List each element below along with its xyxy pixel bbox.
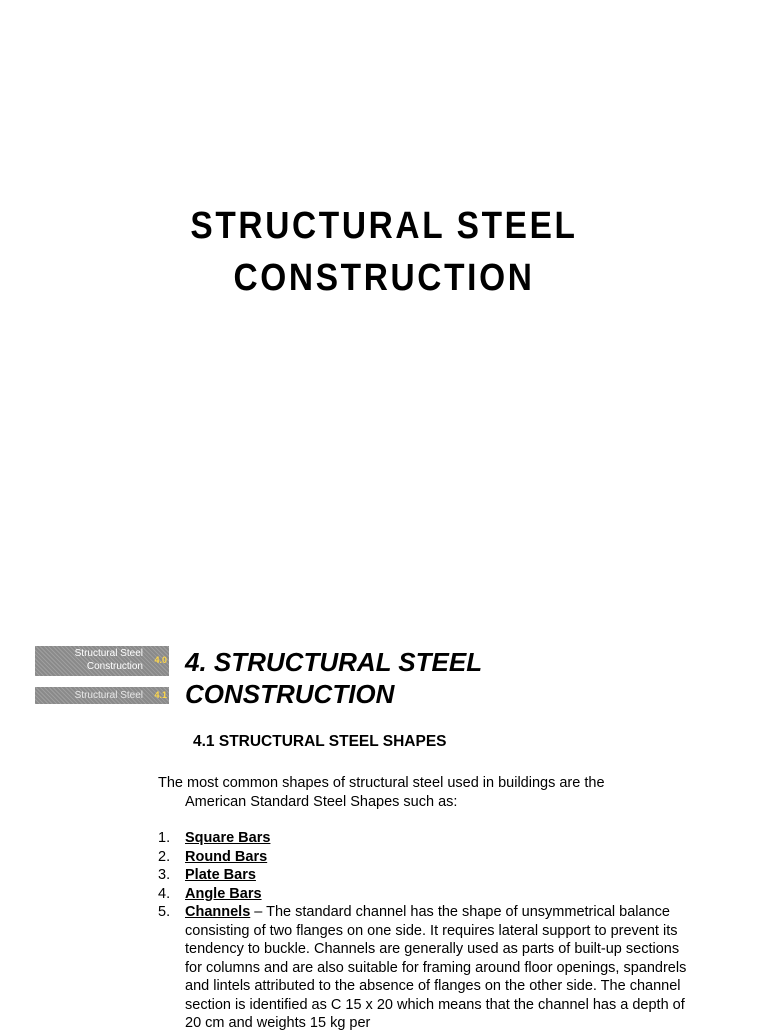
section-heading-line-2: CONSTRUCTION [185,679,395,709]
list-item-term: Square Bars [185,830,271,846]
side-tab-4-1 [35,687,169,704]
side-tab-label: Structural Steel [74,690,143,701]
list-item-term: Round Bars [185,848,268,865]
side-tab-4-0 [35,646,169,676]
list-item [158,866,718,885]
list-item-number: 4. [158,885,171,902]
intro-paragraph [158,774,718,811]
side-tab-number: 4.1 [154,690,167,700]
list-item [158,903,718,1033]
list-item [158,829,718,848]
cover-title-line-2: CONSTRUCTION [233,257,535,299]
list-item-number: 5. [158,904,171,920]
list-item-term: Plate Bars [185,867,256,883]
list-item-term: Channels [185,904,251,920]
side-tab-number: 4.0 [154,655,167,665]
steel-shapes-list [158,829,718,1033]
intro-line-2: American Standard Steel Shapes such as: [185,793,458,810]
cover-title-line-1: STRUCTURAL STEEL [190,205,578,247]
list-item-term: Angle Bars [185,885,262,902]
list-item-number: 3. [158,867,171,883]
list-item [158,885,718,904]
list-item-description: – The standard channel has the shape of unsymmetrical balance consisting of two flanges on one side. It requires lateral support to prevent its tendency to buckle. Channels are generally used as parts of built-up sections for columns and are also suitable for framing around floor openings, spandrels and lintels attributed to the absence of flanges on the other side. The channel section is identified as C 15 x 20 which means that the channel has a depth of 20 cm and weights 15 kg per [185,904,687,1031]
list-item [158,848,718,867]
list-item-number: 2. [158,848,171,865]
section-subheading: 4.1 STRUCTURAL STEEL SHAPES [193,733,447,750]
section-heading [185,646,745,710]
section-heading-line-1: 4. STRUCTURAL STEEL [185,647,483,677]
side-tab-label-line-2: Construction [86,661,143,672]
list-item-number: 1. [158,830,171,846]
intro-line-1: The most common shapes of structural steel used in buildings are the [158,775,605,791]
side-tab-label-line-1: Structural Steel [74,648,143,659]
